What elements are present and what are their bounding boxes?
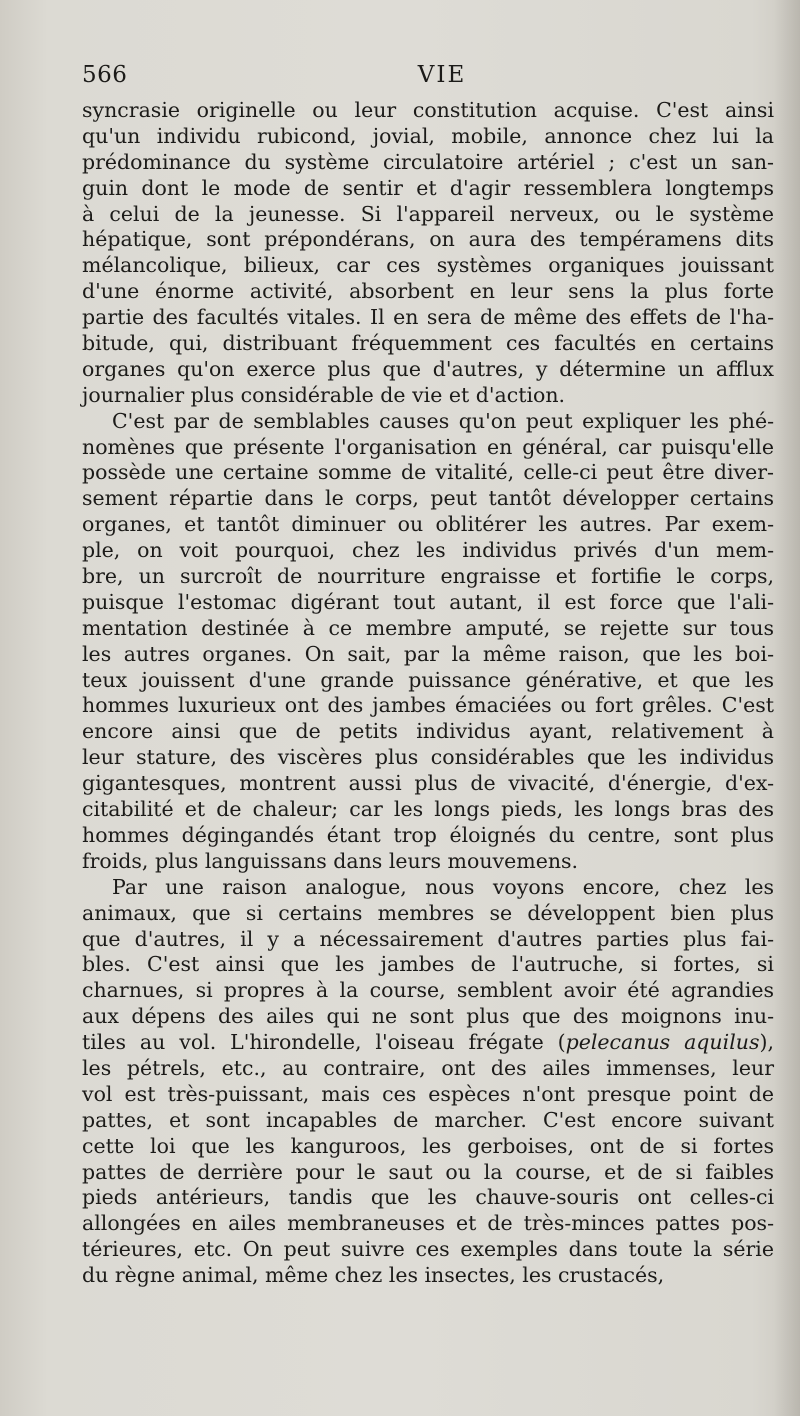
text-line: d'une énorme activité, absorbent en leur sens la plus forte [82, 279, 774, 304]
text-line: les pétrels, etc., au contraire, ont des ailes immenses, leur [82, 1055, 774, 1080]
text-line: leur stature, des viscères plus considérables que les individus [82, 745, 774, 770]
body-text [82, 98, 774, 1289]
paragraph-2 [82, 409, 774, 875]
text-line: bles. C'est ainsi que les jambes de l'autruche, si fortes, si [82, 952, 774, 977]
running-title: VIE [417, 62, 467, 88]
text-line: C'est par de semblables causes qu'on peut expliquer les phé- [112, 408, 774, 433]
text-line: pattes, et sont incapables de marcher. C'est encore suivant [82, 1107, 774, 1132]
text-line: les autres organes. On sait, par la même raison, que les boi- [82, 641, 774, 666]
text-line: du règne animal, même chez les insectes, les crustacés, [82, 1263, 665, 1288]
text-line: partie des facultés vitales. Il en sera de même des effets de l'ha- [82, 305, 774, 330]
text-line: allongées en ailes membraneuses et de très-minces pattes pos- [82, 1211, 774, 1236]
text-line: ple, on voit pourquoi, chez les individus privés d'un mem- [82, 538, 774, 563]
text-line: animaux, que si certains membres se développent bien plus [82, 900, 774, 925]
text-line: cette loi que les kanguroos, les gerboises, ont de si fortes [82, 1133, 774, 1158]
text-line: hommes luxurieux ont des jambes émaciées ou fort grêles. C'est [82, 693, 774, 718]
text-line: que d'autres, il y a nécessairement d'autres parties plus fai- [82, 926, 774, 951]
text-line: mentation destinée à ce membre amputé, se rejette sur tous [82, 615, 774, 640]
text-line: bitude, qui, distribuant fréquemment ces facultés en certains [82, 331, 774, 356]
text-line: Par une raison analogue, nous voyons encore, chez les [112, 874, 774, 899]
page-number: 566 [82, 62, 128, 88]
text-line: froids, plus languissans dans leurs mouvemens. [82, 848, 579, 873]
text-line: journalier plus considérable de vie et d'action. [82, 382, 566, 407]
text-line: pattes de derrière pour le saut ou la course, et de si faibles [82, 1159, 774, 1184]
text-line: pieds antérieurs, tandis que les chauve-souris ont celles-ci [82, 1185, 774, 1210]
text-line: à celui de la jeunesse. Si l'appareil nerveux, ou le système [82, 201, 774, 226]
text-line: mélancolique, bilieux, car ces systèmes organiques jouissant [82, 253, 774, 278]
text-line: aux dépens des ailes qui ne sont plus que des moignons inu- [82, 1004, 774, 1029]
text-line: teux jouissent d'une grande puissance générative, et que les [82, 667, 774, 692]
text-line: charnues, si propres à la course, semblent avoir été agrandies [82, 978, 774, 1003]
paragraph-1 [82, 98, 774, 409]
text-line: citabilité et de chaleur; car les longs pieds, les longs bras des [82, 797, 774, 822]
text-line: hépatique, sont prépondérans, on aura des tempéramens dits [82, 227, 774, 252]
text-line: qu'un individu rubicond, jovial, mobile, annonce chez lui la [82, 123, 774, 148]
paragraph-3 [82, 875, 774, 1289]
latin-species-name: pelecanus aquilus [565, 1030, 760, 1055]
text-line: guin dont le mode de sentir et d'agir ressemblera longtemps [82, 175, 774, 200]
text-line: térieures, etc. On peut suivre ces exemples dans toute la série [82, 1237, 774, 1262]
text-line: encore ainsi que de petits individus ayant, relativement à [82, 719, 774, 744]
page-header [82, 62, 742, 96]
text-line: sement répartie dans le corps, peut tantôt développer certains [82, 486, 774, 511]
text-line: bre, un surcroît de nourriture engraisse et fortifie le corps, [82, 564, 774, 589]
text-line: organes qu'on exerce plus que d'autres, y détermine un afflux [82, 356, 774, 381]
page-edge-shadow [774, 0, 800, 1416]
text-line: vol est très-puissant, mais ces espèces n'ont presque point de [82, 1081, 774, 1106]
text-line: tiles au vol. L'hirondelle, l'oiseau frégate (pelecanus aquilus), [82, 1030, 774, 1055]
text-line: puisque l'estomac digérant tout autant, il est force que l'ali- [82, 589, 774, 614]
text-line: hommes dégingandés étant trop éloignés du centre, sont plus [82, 822, 774, 847]
text-line: gigantesques, montrent aussi plus de vivacité, d'énergie, d'ex- [82, 771, 774, 796]
text-line: syncrasie originelle ou leur constitution acquise. C'est ainsi [82, 98, 774, 122]
text-line: possède une certaine somme de vitalité, celle-ci peut être diver- [82, 460, 774, 485]
text-line: prédominance du système circulatoire artériel ; c'est un san- [82, 149, 774, 174]
text-line: nomènes que présente l'organisation en général, car puisqu'elle [82, 434, 774, 459]
text-line: organes, et tantôt diminuer ou oblitérer les autres. Par exem- [82, 512, 774, 537]
